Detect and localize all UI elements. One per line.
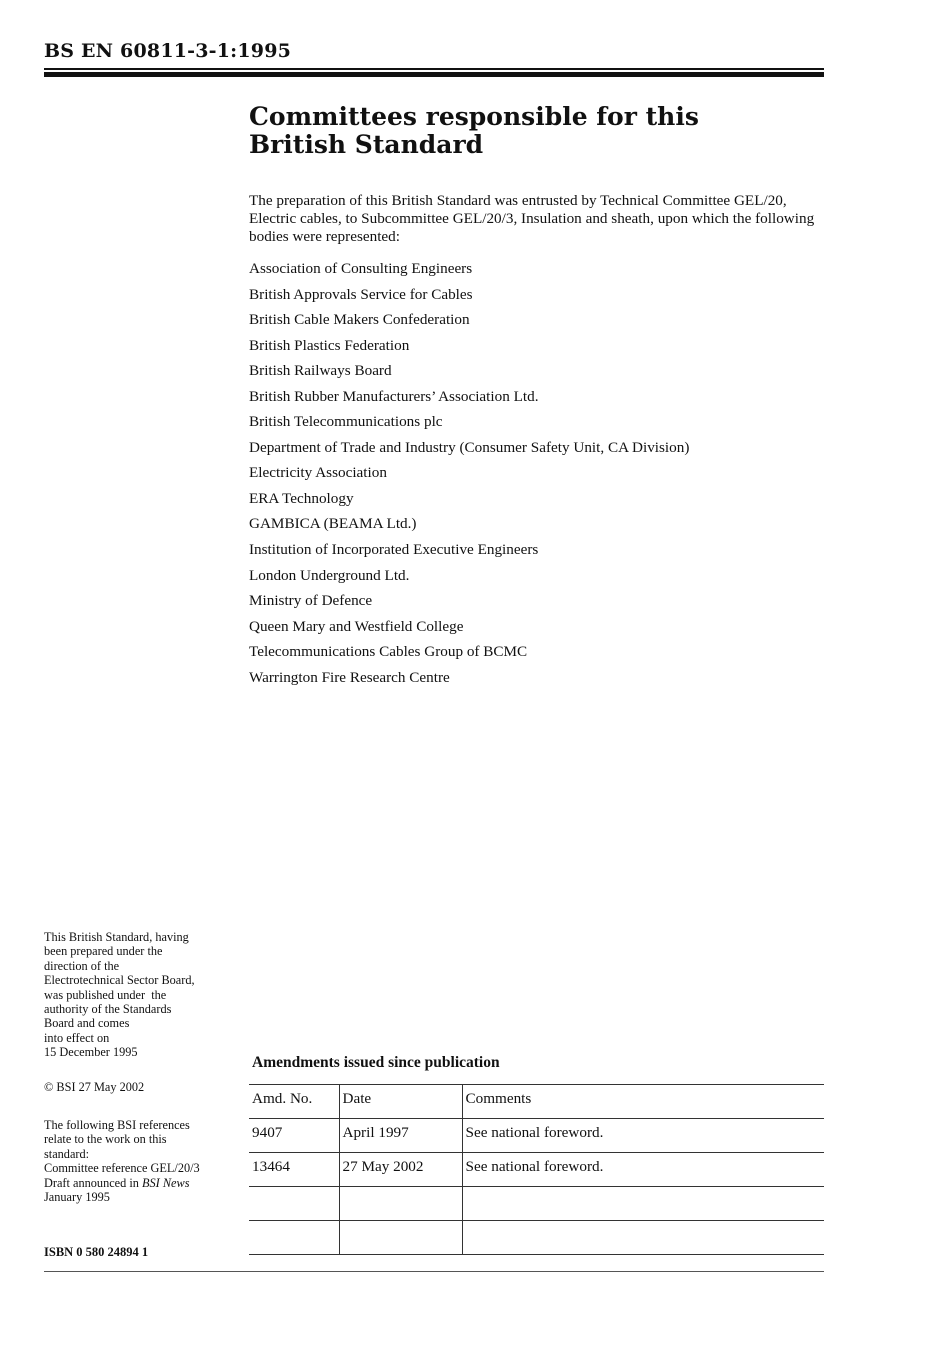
page-title — [249, 103, 809, 159]
column-header: Comments — [462, 1085, 824, 1119]
references-line: relate to the work on this — [44, 1132, 167, 1147]
publication-note-line: direction of the — [44, 958, 120, 973]
list-item: Department of Trade and Industry (Consumer Safety Unit, CA Division) — [249, 438, 690, 456]
list-item: Queen Mary and Westfield College — [249, 617, 464, 635]
amendments-heading: Amendments issued since publication — [252, 1054, 500, 1071]
list-item: British Plastics Federation — [249, 336, 410, 354]
table-cell — [339, 1221, 462, 1255]
table-cell — [462, 1187, 824, 1221]
table-row — [249, 1153, 824, 1187]
draft-prefix: Draft announced in — [44, 1175, 142, 1190]
draft-date: January 1995 — [44, 1190, 110, 1205]
list-item: Institution of Incorporated Executive Engineers — [249, 541, 539, 559]
table-cell — [249, 1221, 339, 1255]
list-item: British Telecommunications plc — [249, 413, 443, 431]
publication-note-line: 15 December 1995 — [44, 1045, 138, 1060]
table-cell — [462, 1221, 824, 1255]
publication-note-line: been prepared under the — [44, 944, 163, 959]
publication-note-line: Electrotechnical Sector Board, — [44, 973, 195, 988]
list-item: Telecommunications Cables Group of BCMC — [249, 643, 528, 661]
list-item: British Railways Board — [249, 362, 392, 380]
publication-note-line: Board and comes — [44, 1016, 130, 1031]
publication-note — [44, 930, 244, 1060]
list-item: Ministry of Defence — [249, 592, 373, 610]
bsi-references — [44, 1118, 244, 1204]
table-cell: 13464 — [249, 1153, 339, 1187]
references-line: standard: — [44, 1146, 90, 1161]
draft-announcement — [44, 1176, 244, 1190]
column-header: Date — [339, 1085, 462, 1119]
publication-note-line: into effect on — [44, 1030, 110, 1045]
table-cell — [339, 1187, 462, 1221]
list-item: Electricity Association — [249, 464, 387, 482]
table-header-row — [249, 1085, 824, 1119]
standard-number: BS EN 60811-3-1:1995 — [44, 40, 292, 62]
intro-paragraph: The preparation of this British Standard was entrusted by Technical Committee GEL/20, Electric cables, to Subcommittee GEL/20/3, Insulation and sheath, upon which the following bodies were represented: — [249, 192, 815, 245]
header-rule-thick — [44, 72, 824, 77]
table-cell: See national foreword. — [462, 1119, 824, 1153]
committee-reference: Committee reference GEL/20/3 — [44, 1161, 200, 1176]
list-item: Association of Consulting Engineers — [249, 260, 473, 277]
column-header: Amd. No. — [249, 1085, 339, 1119]
isbn: ISBN 0 580 24894 1 — [44, 1245, 149, 1259]
copyright-notice: © BSI 27 May 2002 — [44, 1080, 145, 1094]
table-cell — [249, 1187, 339, 1221]
publication-note-line: authority of the Standards — [44, 1002, 172, 1017]
table-cell: See national foreword. — [462, 1153, 824, 1187]
table-cell: 9407 — [249, 1119, 339, 1153]
draft-source: BSI News — [142, 1175, 190, 1190]
table-row — [249, 1119, 824, 1153]
list-item: GAMBICA (BEAMA Ltd.) — [249, 515, 417, 533]
publication-note-line: This British Standard, having — [44, 930, 189, 944]
represented-bodies-list — [249, 259, 689, 693]
list-item: Warrington Fire Research Centre — [249, 668, 450, 686]
page-title-line-2: British Standard — [249, 130, 484, 159]
footer-rule — [44, 1271, 824, 1272]
publication-note-line: was published under the — [44, 987, 167, 1002]
table-row — [249, 1187, 824, 1221]
header-rule-thin — [44, 68, 824, 70]
references-line: The following BSI references — [44, 1118, 190, 1132]
list-item: British Approvals Service for Cables — [249, 285, 473, 303]
list-item: British Rubber Manufacturers’ Association Ltd. — [249, 387, 539, 405]
amendments-table — [249, 1084, 824, 1255]
list-item: London Underground Ltd. — [249, 566, 410, 584]
table-cell: April 1997 — [339, 1119, 462, 1153]
table-cell: 27 May 2002 — [339, 1153, 462, 1187]
list-item: British Cable Makers Confederation — [249, 311, 470, 329]
list-item: ERA Technology — [249, 489, 354, 507]
page-title-line-1: Committees responsible for this — [249, 102, 699, 131]
table-row — [249, 1221, 824, 1255]
